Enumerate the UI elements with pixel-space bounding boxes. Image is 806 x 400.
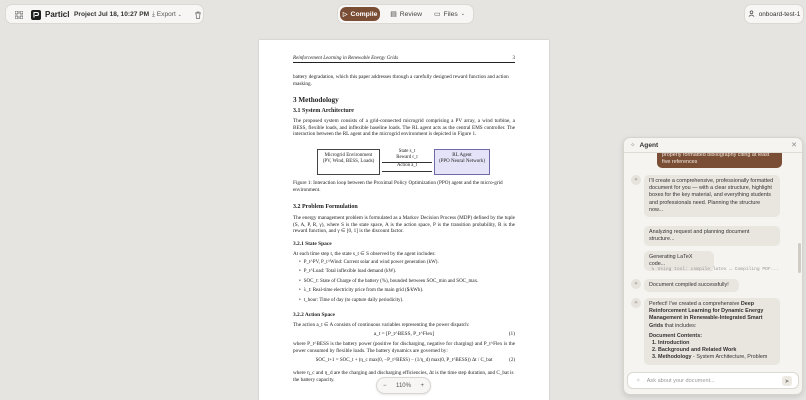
arrow-left-line <box>382 171 432 172</box>
trash-icon[interactable] <box>194 11 202 19</box>
agent-message: Document compiled successfully! <box>644 279 739 292</box>
agent-title: Agent <box>639 141 659 149</box>
chevron-down-icon: ⌄ <box>460 11 465 17</box>
export-label: Export <box>156 11 176 18</box>
files-label: Files <box>443 10 458 18</box>
state-intro: At each time step t, the state s_t ∈ S observed by the agent includes: <box>293 251 436 257</box>
list-item: • SOC_t: State of Charge of the battery (%), bounded between SOC_min and SOC_max. <box>299 277 515 286</box>
list-item: • P_t^Load: Total inflexible load demand (kW). <box>299 267 515 276</box>
status-message: Analyzing request and planning document structure... <box>644 226 780 246</box>
top-bar <box>0 0 806 28</box>
contents-item-tail: - System Architecture, Problem <box>691 354 768 361</box>
figure-arrows <box>380 149 434 175</box>
contents-item: 3. Methodology <box>652 354 692 361</box>
rl-agent-box <box>434 149 490 175</box>
pdf-page <box>259 40 549 400</box>
apps-grid-icon[interactable] <box>15 11 23 19</box>
box-env-line2: (PV, Wind, BESS, Loads) <box>322 159 375 164</box>
zoom-level: 110% <box>396 382 411 389</box>
tool-call-line: ↳ Using tool: compile_latex → Compiling PDF... <box>651 267 779 272</box>
sparkle-icon: ✧ <box>630 142 636 149</box>
contents-label: Document Contents: <box>649 332 703 339</box>
status-message: Generating LaTeX code... <box>644 251 714 271</box>
final-paragraph: where η_c and η_d are the charging and discharging efficiencies, Δt is the time step duration, and C_bat is the battery capacity. <box>293 370 514 383</box>
list-item: • λ_t: Real-time electricity price from the main grid ($/kWh). <box>299 286 515 295</box>
user-menu[interactable] <box>744 4 804 24</box>
action-intro: The action a_t ∈ A consists of continuous variables representing the power dispatch: <box>293 322 470 328</box>
particl-logo[interactable] <box>31 10 41 20</box>
zoom-control <box>376 377 431 394</box>
arrow-action-label: Action a_t <box>396 163 418 168</box>
formulation-paragraph: The energy management problem is formulated as a Markov Decision Process (MDP) defined by the tuple (S, A, P, R, γ), where S is the state space, A is the action space, P is the transition probability, R is the reward function, and γ ∈ [0, 1] is the discount factor. <box>293 215 515 235</box>
document-title: Deep Reinforcement Learning for Dynamic Energy Management in Renewable-Integrated Smart Grids <box>649 301 764 329</box>
equation-2 <box>293 358 515 363</box>
brand-name: Particl <box>45 10 70 19</box>
play-icon: ▷ <box>342 11 348 18</box>
state-list <box>299 258 515 305</box>
sparkle-icon: ✧ <box>636 377 641 384</box>
user-name: onboard-test-1 <box>758 10 801 18</box>
box-env-line1: Microgrid Environment <box>324 153 373 158</box>
subsection-title: 3.2 Problem Formulation <box>293 204 358 210</box>
list-item: • t_hour: Time of day (to capture daily periodicity). <box>299 296 515 305</box>
folder-icon: ▭ <box>434 11 441 18</box>
compile-label: Compile <box>350 10 378 18</box>
chat-messages[interactable] <box>624 153 803 371</box>
equation-2-number: (2) <box>509 358 515 363</box>
agent-avatar-icon: ✧ <box>631 298 641 308</box>
user-message: properly formatted bibliography citing at least five references <box>657 153 782 168</box>
final-tail: that includes: <box>664 322 697 329</box>
contents-item: 1. Introduction <box>652 340 690 347</box>
intro-paragraph: battery degradation, which this paper addresses through a carefully designed reward function and action masking. <box>293 74 509 87</box>
contents-item: 2. Background and Related Work <box>652 347 737 354</box>
send-icon[interactable]: ➤ <box>782 376 792 386</box>
subsubsection-title: 3.2.1 State Space <box>293 241 332 247</box>
arrow-right-line <box>382 162 432 163</box>
box-agent-line2: (PPO Neural Network) <box>438 159 486 164</box>
list-item: • P_t^PV, P_t^Wind: Current solar and wind power generation (kW). <box>299 258 515 267</box>
subsection-title: 3.1 System Architecture <box>293 108 354 114</box>
agent-panel <box>623 137 803 395</box>
final-intro: Perfect! I've created a comprehensive <box>649 301 740 307</box>
section-title: 3 Methodology <box>293 96 339 104</box>
main-action-bar <box>337 4 474 24</box>
running-header-title: Reinforcement Learning in Renewable Energy Grids <box>293 56 399 61</box>
agent-message: I'll create a comprehensive, professionally formatted document for you — with a clear structure, highlight boxes for the key material, and everything students and professionals need. Planning the structure now... <box>644 175 780 217</box>
download-icon: ⤓ <box>152 11 155 18</box>
zoom-in-button[interactable]: + <box>420 382 424 389</box>
arrow-reward-label: Reward r_t <box>396 155 418 160</box>
user-icon <box>748 10 755 19</box>
equation-2-body: SOC_t+1 = SOC_t + (η_c max(0, −P_t^BESS) − (1/η_d) max(0, P_t^BESS)) Δt / C_bat <box>315 358 493 363</box>
project-toolbar <box>5 4 204 24</box>
equation-1-body: a_t = [P_t^BESS, P_t^Flex] <box>373 331 435 337</box>
agent-avatar-icon: ✧ <box>631 279 641 289</box>
equation-1 <box>293 331 515 337</box>
microgrid-environment-box <box>317 149 380 175</box>
figure-caption: Figure 1: Interaction loop between the Proximal Policy Optimization (PPO) agent and the micro-grid environment. <box>293 180 503 193</box>
chevron-down-icon: ⌄ <box>177 12 182 18</box>
subsubsection-title: 3.2.2 Action Space <box>293 312 335 318</box>
box-agent-line1: RL Agent <box>452 153 472 158</box>
compile-button[interactable] <box>340 7 380 21</box>
files-button[interactable] <box>428 7 471 21</box>
chat-input[interactable] <box>627 372 799 389</box>
chat-scrollbar[interactable] <box>798 243 801 273</box>
architecture-paragraph: The proposed system consists of a grid-connected microgrid comprising a PV array, a wind turbine, a BESS, flexible loads, and inflexible baseline loads. The RL agent acts as the central EMS controller. The interaction between the RL agent and the microgrid environment is depicted in Figure 1. <box>293 118 515 138</box>
chat-input-placeholder: Ask about your document... <box>646 377 715 384</box>
agent-final-message <box>644 298 780 365</box>
page-number: 3 <box>512 56 515 61</box>
agent-header <box>624 138 803 153</box>
review-label: Review <box>399 10 423 18</box>
action-paragraph: where P_t^BESS is the battery power (positive for discharging, negative for charging) and P_t^Flex is the power consumed by flexible loads. The battery dynamics are governed by: <box>293 341 515 354</box>
running-header <box>293 56 515 63</box>
review-button[interactable] <box>384 7 428 21</box>
export-button[interactable] <box>152 11 182 19</box>
agent-avatar-icon: ✧ <box>631 175 641 185</box>
project-name[interactable]: Project Jul 18, 10:27 PM <box>74 11 150 18</box>
review-icon: ▤ <box>390 11 397 18</box>
arrow-state-label: State s_t <box>398 149 416 154</box>
zoom-out-button[interactable]: − <box>383 382 387 389</box>
equation-1-number: (1) <box>508 331 515 337</box>
close-icon[interactable]: ✕ <box>791 142 797 149</box>
